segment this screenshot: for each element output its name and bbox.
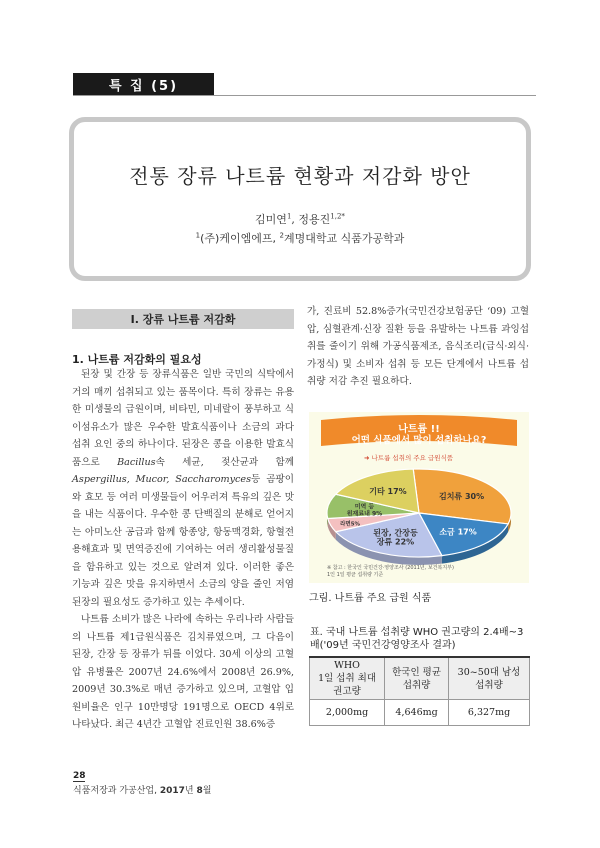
pie-label-4: 원재료내 9% (346, 510, 383, 518)
table-cell: 6,327mg (449, 700, 530, 726)
author-2: 정용진 (298, 213, 331, 226)
table-header-korean (385, 657, 449, 700)
section-heading: Ⅰ. 장류 나트륨 저감화 (72, 309, 294, 329)
article-title: 전통 장류 나트륨 현황과 저감화 방안 (129, 164, 471, 188)
table-cell: 4,646mg (385, 700, 449, 726)
footnote-1: ※ 참고 : 한국인 국민건강·영양조사 (2011년, 보건복지부) (327, 565, 454, 571)
affil-2: 계명대학교 식품가공학과 (283, 232, 405, 245)
pie-label-1: 소금 17% (439, 527, 477, 537)
journal-month-unit: 월 (202, 786, 212, 796)
table-cell: 2,000mg (310, 700, 385, 726)
section-tag: 특 집 (5) (73, 73, 214, 95)
header-who-l3: 권고량 (333, 686, 361, 697)
page-number: 28 (73, 771, 86, 781)
paragraph-1 (72, 366, 294, 611)
header-korean-l1: 한국인 평균 (392, 666, 442, 678)
paragraph-3: 가, 진료비 52.8%증가(국민건강보험공단 ‘09) 고혈압, 심혈관계·신장 질환 등을 유발하는 나트륨 과잉섭취를 줄이기 위해 가공식품제조, 음식조리(급식·외식·가정식) 및 소비자 섭취 등 모든 단계에서 나트륨 섭취량 저감 추진 필요하다. (307, 306, 529, 387)
pie-chart (309, 412, 529, 583)
figure-caption: 그림. 나트륨 주요 급원 식품 (309, 593, 432, 604)
affil-1: (주)케이엠에프, (200, 232, 280, 245)
pie-label-2: 된장, 간장등 (373, 528, 418, 538)
journal-month: 8 (196, 786, 203, 796)
pie-label-4: 미역 등 (354, 503, 375, 511)
header-male-l1: 30~50대 남성 (457, 666, 521, 678)
table-header-who (310, 657, 385, 700)
banner-title: 나트륨 !! (398, 424, 440, 435)
legend-note: ➜ 나트륨 섭취의 주요 급원식품 (364, 454, 454, 462)
journal-info (73, 783, 211, 796)
right-column (307, 303, 529, 391)
header-who-l1: WHO (334, 660, 360, 671)
table-caption: 표. 국내 나트륨 섭취량 WHO 권고량의 2.4배~3배('09년 국민건강영양조사 결과) (310, 627, 524, 651)
figure-chart (309, 412, 529, 583)
banner-subtitle: 어떤 식품에서 많이 섭취하나요? (351, 435, 487, 446)
affiliation (74, 230, 526, 246)
header-who-l2: 1일 섭취 최대 (318, 673, 377, 684)
table-header-male (449, 657, 530, 700)
header-male-l2: 섭취량 (475, 679, 503, 691)
author-2-sup: 1,2* (330, 212, 345, 221)
footer-rule (73, 781, 85, 782)
journal-name: 식품저장과 가공산업, (73, 786, 160, 796)
title-box (69, 117, 531, 281)
author-sep: , (291, 213, 299, 226)
para1-italic-1: Bacillus (117, 456, 156, 468)
left-column (72, 366, 294, 734)
pie-group (327, 469, 511, 565)
subheading: 1. 나트륨 저감화의 필요성 (72, 353, 202, 366)
author-1: 김미연 (255, 213, 287, 226)
para1-text-b: 속 세균, 젖산균과 함께 (155, 456, 294, 468)
journal-year: 2017 (159, 786, 185, 796)
para1-italic-2: Aspergillus, Mucor, Saccharomyces (72, 474, 252, 485)
header-korean-l2: 섭취량 (402, 679, 431, 691)
authors (74, 211, 526, 227)
table-row (310, 700, 530, 726)
pie-label-0: 김치류 30% (438, 492, 485, 502)
para1-text-a: 된장 및 간장 등 장류식품은 일반 국민의 식탁에서 거의 매끼 섭취되고 있는 품목이다. 특히 장류는 유용한 미생물의 급원이며, 비타민, 미네랄이 풍부하고 식이섬유소가 많은 우수한 발효식품이나 소금의 과다 섭취 요인 중의 하나이다. 된장은 콩을 이용한 발효식품으로 (72, 369, 294, 468)
footnote-2: 1인 1일 평균 섭취량 기준 (327, 572, 384, 578)
tag-rule (73, 95, 536, 96)
affil-2-sup: 2 (279, 231, 284, 240)
pie-label-5: 기타 17% (369, 487, 407, 497)
pie-label-3: 라면5% (340, 521, 361, 528)
paragraph-2: 나트륨 소비가 많은 나라에 속하는 우리나라 사람들의 나트륨 제1급원식품은 김치류였으며, 그 다음이 된장, 간장 등 장류가 뒤를 이었다. 30세 이상의 고혈압 유병률은 2007년 24.6%에서 2008년 26.9%, 2009년 30.3%로 매년 증가하고 있으며, 고혈압 입원비율은 인구 10만명당 191명으로 OECD 4위로 나타났다. 최근 4년간 고혈압 진료인원 38.6%증 (72, 614, 294, 730)
affil-1-sup: 1 (195, 231, 201, 240)
journal-year-unit: 년 (184, 786, 197, 796)
pie-label-2: 장류 22% (376, 537, 415, 547)
para1-text-c: 등 곰팡이와 효모 등 여러 미생물들이 어우러져 특유의 깊은 맛을 내는 식품이다. 우수한 콩 단백질의 분해로 얻어지는 아미노산 공급과 함께 항종양, 항동맥경화, 항혈전 용해효과 및 면역증진에 기여하는 여러 생리활성물질을 함유하고 있는 것으로 알려져 있다. 이러한 좋은 기능과 깊은 맛을 유지하면서 소금의 양을 줄인 저염 된장의 필요성도 증가하고 있는 추세이다. (72, 474, 294, 608)
author-1-sup: 1 (286, 212, 292, 221)
sodium-table (309, 656, 530, 726)
